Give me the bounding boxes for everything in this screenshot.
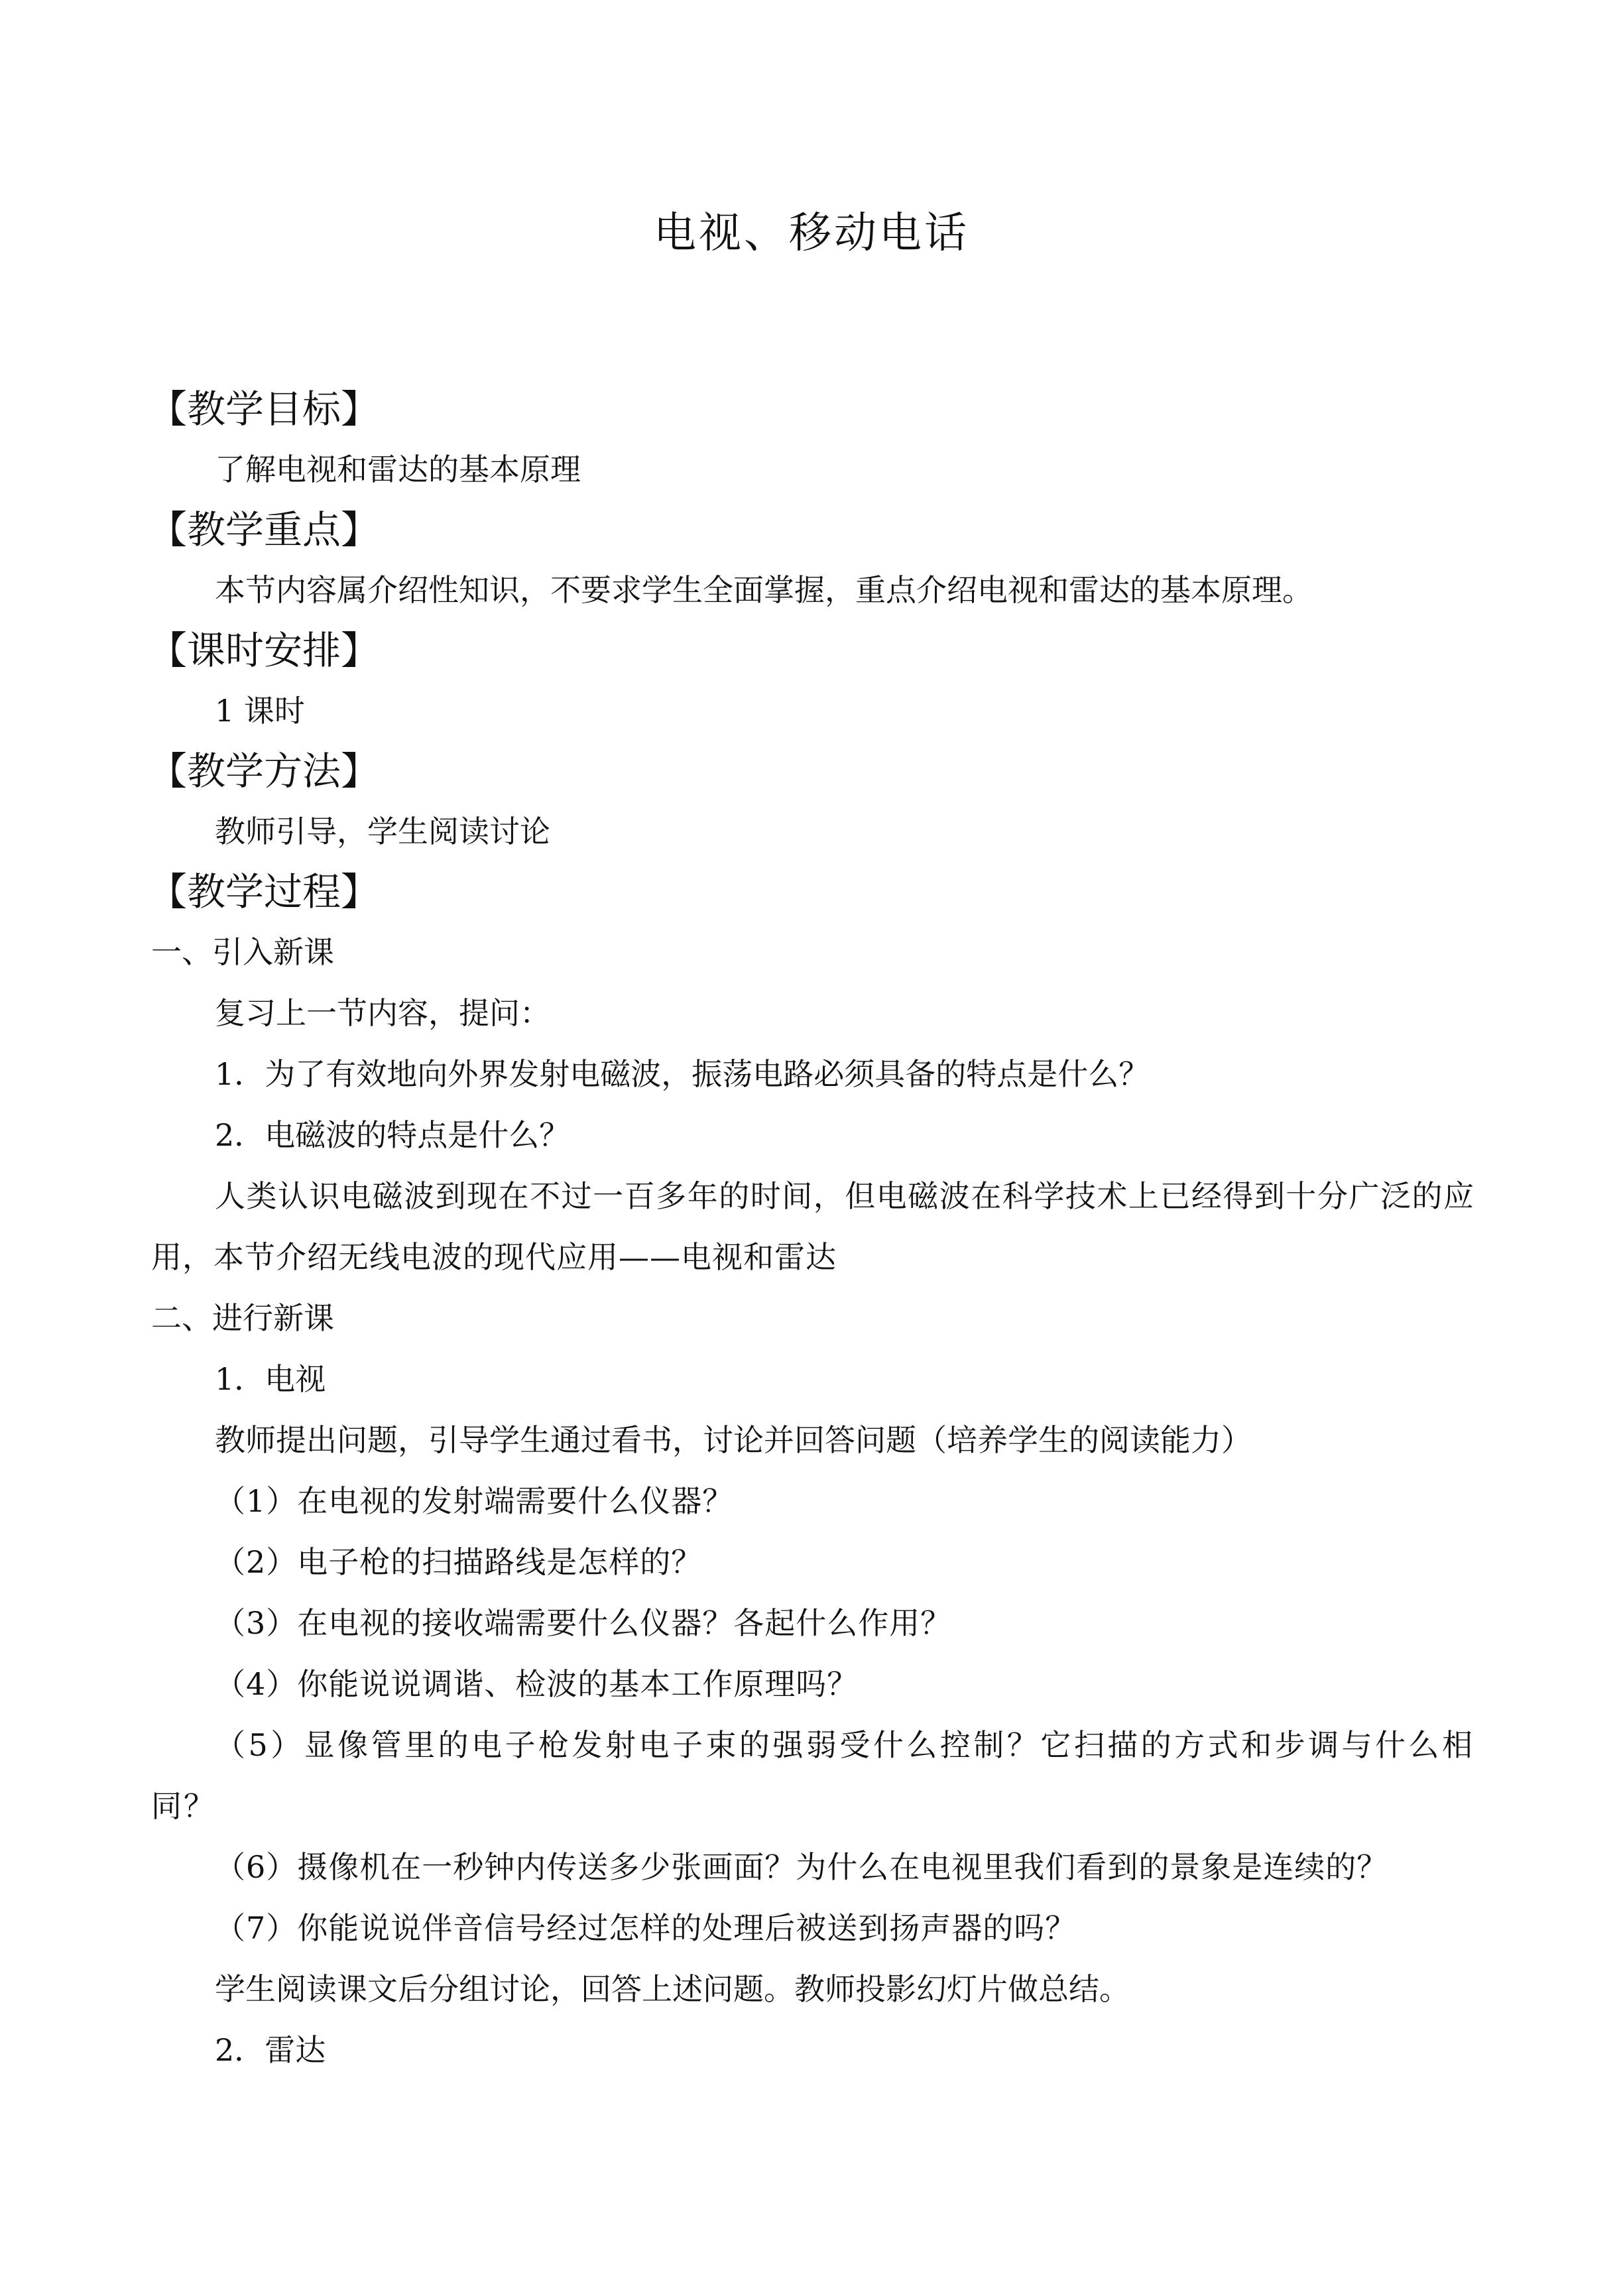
tv-intro: 教师提出问题，引导学生通过看书，讨论并回答问题（培养学生的阅读能力） xyxy=(215,1422,1252,1458)
tv-question: （1）在电视的发射端需要什么仪器？ xyxy=(215,1483,734,1519)
schedule-body: 1 课时 xyxy=(215,693,305,729)
tv-question: （2）电子枪的扫描路线是怎样的？ xyxy=(215,1544,703,1580)
key-points-heading: 【教学重点】 xyxy=(149,507,380,552)
objectives-body: 了解电视和雷达的基本原理 xyxy=(215,452,581,487)
tv-question: （5）显像管里的电子枪发射电子束的强弱受什么控制？它扫描的方式和步调与什么相同？ xyxy=(151,1727,1474,1824)
review-prompt: 复习上一节内容，提问： xyxy=(215,995,550,1031)
review-question-1: 1．为了有效地向外界发射电磁波，振荡电路必须具备的特点是什么？ xyxy=(215,1056,1150,1092)
tv-subtitle: 1．电视 xyxy=(215,1361,326,1397)
intro-paragraph: 人类认识电磁波到现在不过一百多年的时间，但电磁波在科学技术上已经得到十分广泛的应用，本节介绍无线电波的现代应用——电视和雷达 xyxy=(151,1178,1474,1275)
tv-question: （4）你能说说调谐、检波的基本工作原理吗？ xyxy=(215,1666,859,1702)
summary-paragraph: 学生阅读课文后分组讨论，回答上述问题。教师投影幻灯片做总结。 xyxy=(215,1971,1130,2007)
step-introduce-new-lesson: 一、引入新课 xyxy=(151,934,334,970)
methods-heading: 【教学方法】 xyxy=(149,749,380,794)
objectives-heading: 【教学目标】 xyxy=(149,387,380,432)
tv-question: （3）在电视的接收端需要什么仪器？各起什么作用？ xyxy=(215,1605,952,1641)
key-points-body: 本节内容属介绍性知识，不要求学生全面掌握，重点介绍电视和雷达的基本原理。 xyxy=(215,572,1313,608)
tv-question: （6）摄像机在一秒钟内传送多少张画面？为什么在电视里我们看到的景象是连续的？ xyxy=(215,1849,1388,1885)
document-body xyxy=(151,379,1474,2081)
methods-body: 教师引导，学生阅读讨论 xyxy=(215,814,550,849)
page-title: 电视、移动电话 xyxy=(654,209,969,258)
step-new-lesson: 二、进行新课 xyxy=(151,1300,334,1336)
radar-subtitle: 2．雷达 xyxy=(215,2032,326,2068)
tv-question: （7）你能说说伴音信号经过怎样的处理后被送到扬声器的吗？ xyxy=(215,1910,1077,1946)
process-heading: 【教学过程】 xyxy=(149,869,380,914)
schedule-heading: 【课时安排】 xyxy=(149,628,380,673)
review-question-2: 2．电磁波的特点是什么？ xyxy=(215,1117,570,1153)
